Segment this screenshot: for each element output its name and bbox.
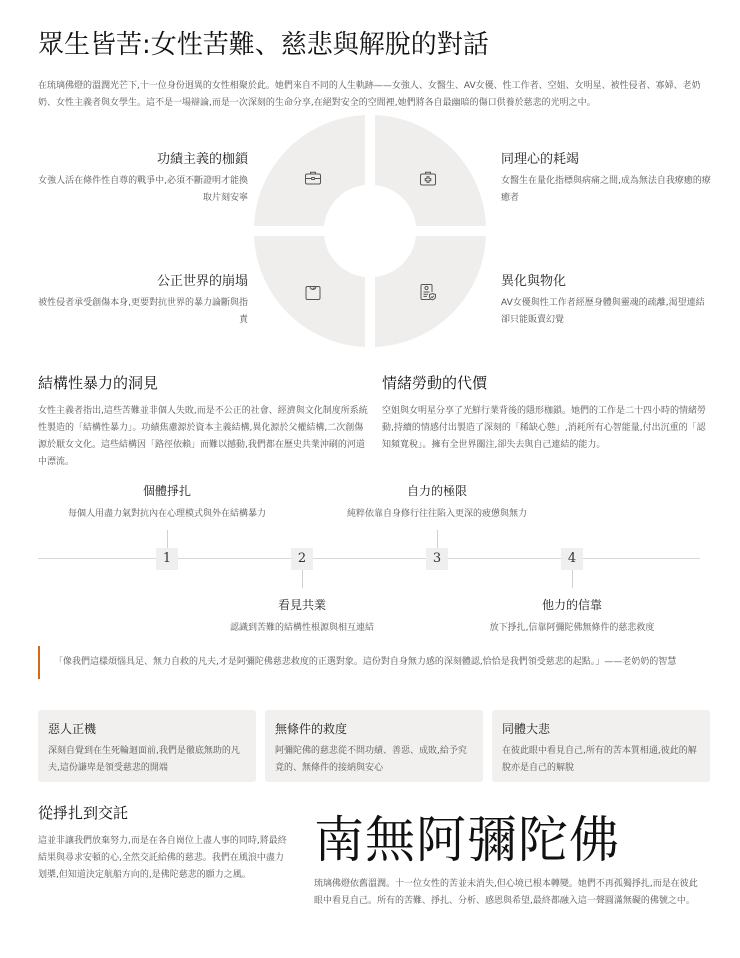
card-title: 同體大悲 [502,722,551,736]
timeline-connector [167,530,168,548]
facet-empathy-burnout [501,148,711,207]
section-structural-violence [38,372,368,471]
facet-title: 功績主義的枷鎖 [156,152,248,167]
timeline-step-title: 個體掙扎 [142,484,192,498]
facet-alienation [501,270,711,329]
section-text: 女性主義者指出,這些苦難並非個人失敗,而是不公正的社會、經濟與文化制度所系統性製造的「結構性暴力」。功績焦慮源於資本主義結構,異化源於父權結構,二次創傷源於厭女文化。這些結構因「路徑依賴」而難以撼動,我們都在歷史共業沖刷的河道中漂流。 [38,406,368,467]
section-text: 空姐與女明星分享了光鮮行業背後的隱形枷鎖。她們的工作是二十四小時的情緒勞動,持續的情感付出製造了深刻的「稀缺心態」,消耗所有心智能量,付出沉重的「認知頻寬稅」。擁有全世界關注,卻失去與自己連結的能力。 [382,406,707,450]
card-evil-person-salvation [38,710,256,782]
card-text: 阿彌陀佛的慈悲從不問功績、善惡、成敗,給予究竟的、無條件的接納與安心 [275,746,467,773]
timeline-marker-1: 1 [156,548,178,570]
card-title: 無條件的救度 [275,722,348,736]
section-text: 這並非讓我們放棄努力,而是在各自崗位上盡人事的同時,將最終結果與尋求安頓的心,全然交託給佛的慈悲。我們在風浪中盡力划槳,但知道決定航船方向的,是佛陀慈悲的願力之風。 [38,836,287,880]
timeline-connector [437,530,438,548]
final-paragraph: 琉璃佛燈依舊溫潤。十一位女性的苦並未消失,但心境已根本轉變。她們不再孤獨掙扎,而是在彼此眼中看見自己。所有的苦難、掙扎、分析、感恩與希望,最終都融入這一聲圓滿無礙的佛號之中。 [314,879,698,906]
facet-meritocracy [38,148,248,207]
facet-text: 女醫生在量化指標與病痛之間,成為無法自我療癒的療癒者 [501,176,711,203]
timeline-step-text: 每個人用盡力氣對抗內在心理模式與外在結構暴力 [67,509,267,519]
card-text: 在彼此眼中看見自己,所有的苦本質相通,彼此的解脫亦是自己的解脫 [502,746,697,773]
facet-just-world-collapse [38,270,248,329]
donut-shape [254,115,486,347]
timeline-marker-2: 2 [291,548,313,570]
section-title: 情緒勞動的代價 [382,374,488,392]
timeline-step-text: 放下掙扎,信靠阿彌陀佛無條件的慈悲救度 [489,623,655,633]
clipboard-icon [304,283,322,301]
medical-kit-icon [419,169,437,187]
facet-title: 同理心的耗竭 [501,152,580,167]
timeline-step-text: 純粹依靠自身修行往往陷入更深的疲憊與無力 [346,509,528,519]
card-text: 深刻自覺到在生死輪迴面前,我們是徹底無助的凡夫,這份謙卑是領受慈悲的開端 [48,746,240,773]
timeline-marker-3: 3 [426,548,448,570]
section-title: 從掙扎到交託 [38,804,129,822]
timeline-step-title: 自力的極限 [406,484,468,498]
timeline-connector [302,570,303,588]
facet-title: 異化與物化 [501,274,567,289]
facet-title: 公正世界的崩塌 [156,274,248,289]
card-unconditional-salvation [265,710,483,782]
card-title: 惡人正機 [48,722,97,736]
timeline-step-title: 看見共業 [277,598,327,612]
card-universal-compassion [492,710,710,782]
suffering-donut-diagram [254,115,486,347]
briefcase-icon [304,169,322,187]
id-card-shield-icon [419,283,437,301]
timeline-axis [38,558,700,559]
facet-text: 女強人活在條件性自尊的戰爭中,必須不斷證明才能換取片刻安寧 [38,176,248,203]
intro-paragraph: 在琉璃佛燈的溫潤光芒下,十一位身份迥異的女性相聚於此。她們來自不同的人生軌跡——女強人、女醫生、AV女優、性工作者、空姐、女明星、被性侵者、寡婦、老奶奶、女性主義者與女學生。這不是一場辯論,而是一次深刻的生命分享,在絕對安全的空間裡,她們將各自最幽暗的傷口供養於慈悲的光明之中。 [38,81,701,108]
nianfo-heading: 南無阿彌陀佛 [314,811,620,869]
facet-text: 被性侵者承受創傷本身,更要對抗世界的暴力論斷與指責 [38,298,248,325]
timeline-marker-4: 4 [561,548,583,570]
grandmother-quote: 「像我們這樣煩惱具足、無力自救的凡夫,才是阿彌陀佛慈悲救度的正選對象。這份對自身無力感的深刻體認,恰恰是我們領受慈悲的起點。」——老奶奶的智慧 [38,646,708,679]
section-title: 結構性暴力的洞見 [38,374,159,392]
concept-cards [38,710,710,782]
timeline-step-title: 他力的信靠 [541,598,603,612]
section-emotional-labor [382,372,712,454]
facet-text: AV女優與性工作者經歷身體與靈魂的疏離,渴望連結卻只能販賣幻覺 [501,298,705,325]
section-struggle-to-surrender [38,802,288,884]
timeline-step-text: 認識到苦難的結構性根源與相互連結 [229,623,375,633]
page-title: 眾生皆苦:女性苦難、慈悲與解脫的對話 [38,30,489,60]
timeline-connector [572,570,573,588]
